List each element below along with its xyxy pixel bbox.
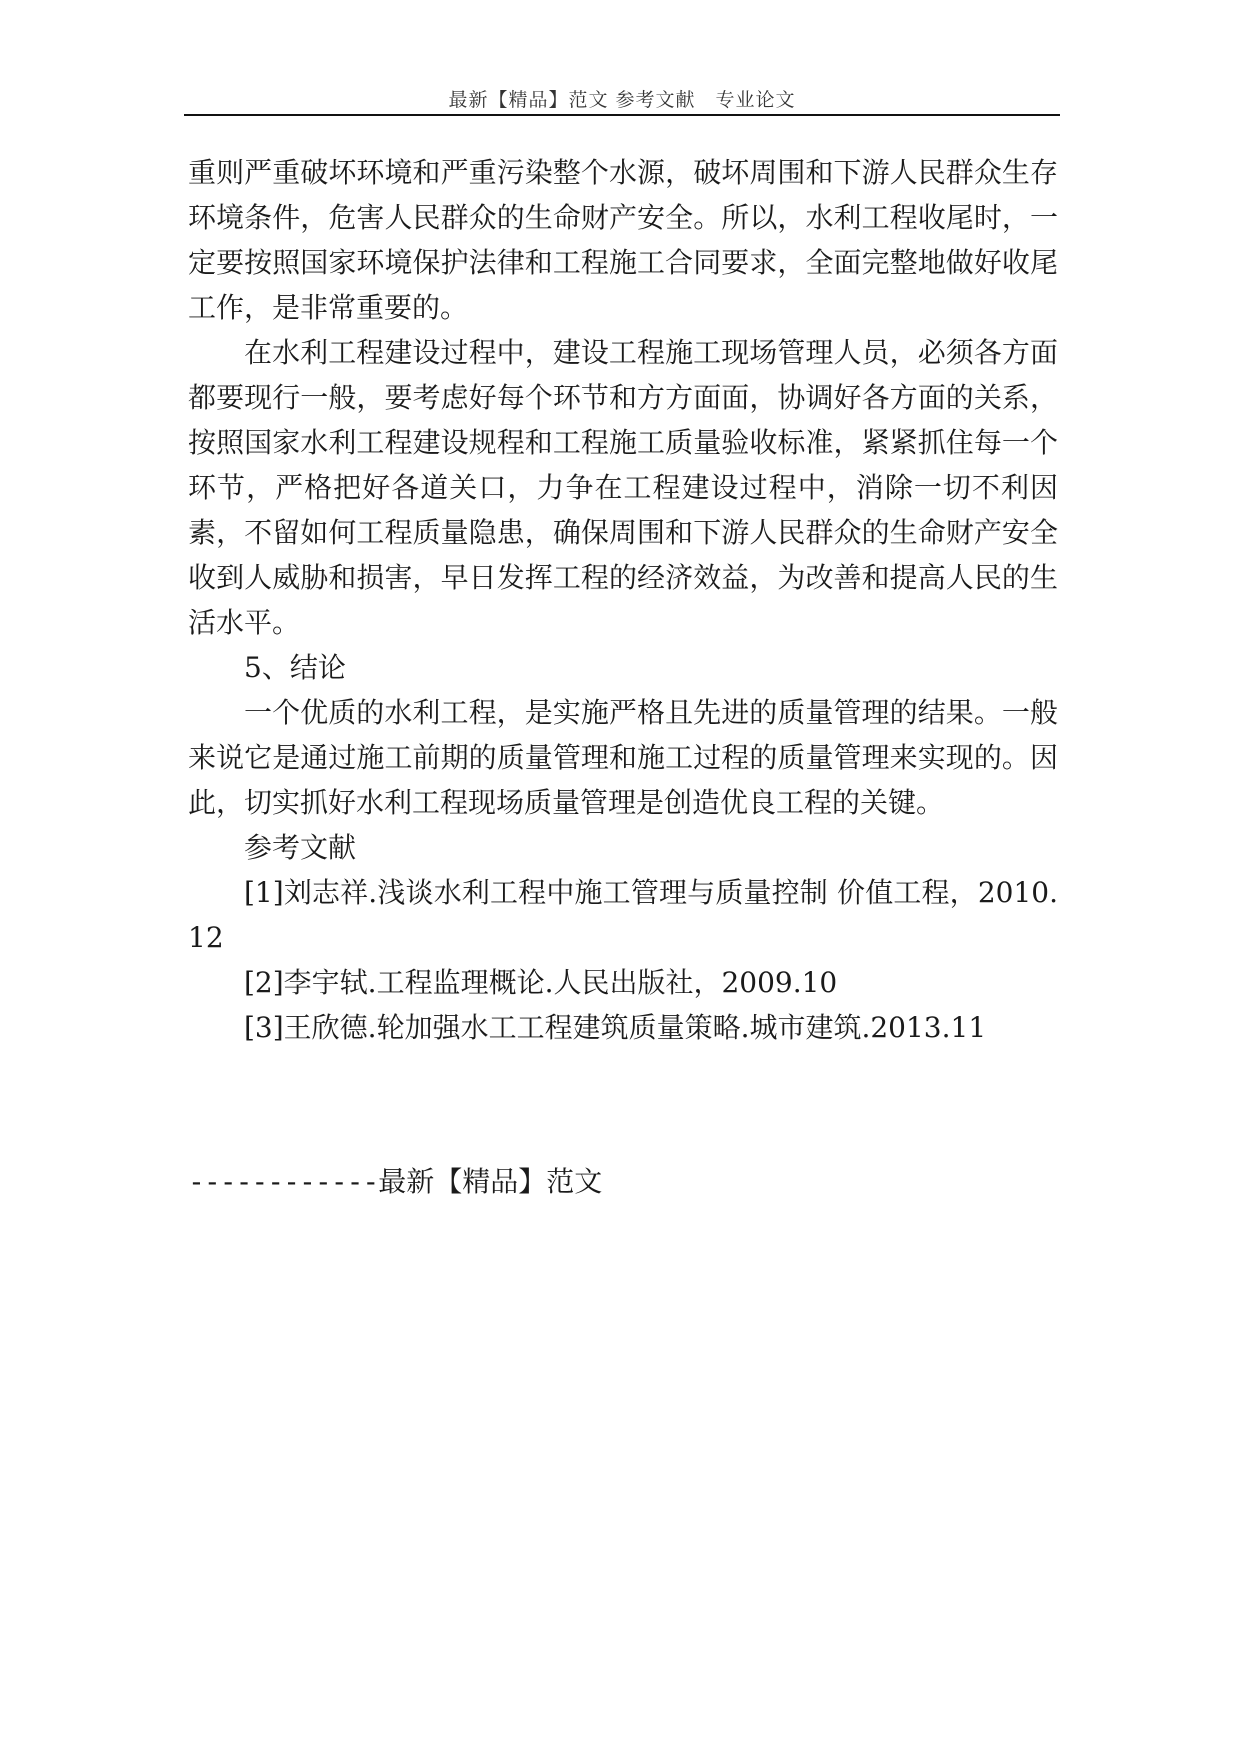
document-body bbox=[188, 150, 1058, 1050]
paragraph-conclusion: 一个优质的水利工程，是实施严格且先进的质量管理的结果。一般来说它是通过施工前期的质量管理和施工过程的质量管理来实现的。因此，切实抓好水利工程现场质量管理是创造优良工程的关键。 bbox=[188, 696, 1058, 819]
reference-item-2: [2]李宇轼.工程监理概论.人民出版社，2009.10 bbox=[244, 966, 838, 999]
footer-dashes: ------------ bbox=[188, 1165, 379, 1198]
reference-item-3: [3]王欣德.轮加强水工工程建筑质量策略.城市建筑.2013.11 bbox=[244, 1011, 987, 1044]
footer-line bbox=[188, 1162, 602, 1202]
page-header: 最新【精品】范文 参考文献 专业论文 bbox=[448, 89, 796, 111]
reference-item-1: [1]刘志祥.浅谈水利工程中施工管理与质量控制 价值工程，2010.12 bbox=[188, 876, 1058, 954]
section-heading-conclusion: 5、结论 bbox=[244, 651, 346, 684]
paragraph-continuation: 重则严重破坏环境和严重污染整个水源，破坏周围和下游人民群众生存环境条件，危害人民群众的生命财产安全。所以，水利工程收尾时，一定要按照国家环境保护法律和工程施工合同要求，全面完整地做好收尾工作，是非常重要的。 bbox=[188, 156, 1058, 324]
footer-text: 最新【精品】范文 bbox=[378, 1165, 603, 1198]
paragraph-construction-management: 在水利工程建设过程中，建设工程施工现场管理人员，必须各方面都要现行一般，要考虑好每个环节和方方面面，协调好各方面的关系，按照国家水利工程建设规程和工程施工质量验收标准，紧紧抓住每一个环节，严格把好各道关口，力争在工程建设过程中，消除一切不利因素，不留如何工程质量隐患，确保周围和下游人民群众的生命财产安全收到人威胁和损害，早日发挥工程的经济效益，为改善和提高人民的生活水平。 bbox=[188, 336, 1058, 639]
references-heading: 参考文献 bbox=[244, 831, 357, 864]
header-divider bbox=[184, 114, 1060, 116]
